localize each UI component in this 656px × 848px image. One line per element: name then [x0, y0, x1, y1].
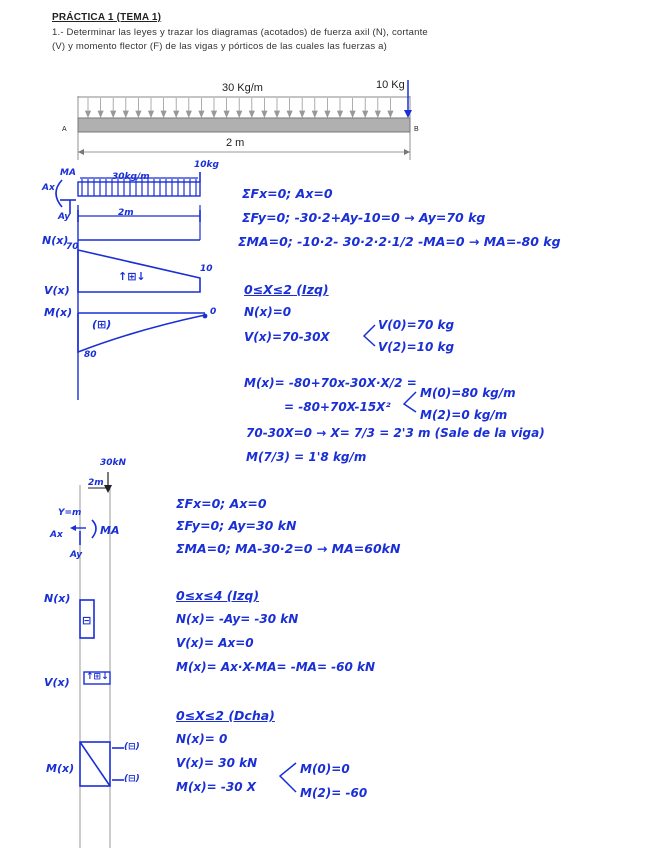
p1-v0: V(0)=70 kg: [378, 318, 455, 332]
p1-m-max: M(7/3) = 1'8 kg/m: [246, 450, 367, 464]
p2-eq-ma: ΣMA=0; MA-30·2=0 → MA=60kN: [176, 541, 401, 556]
p2-m-sign1: (⊟): [124, 742, 140, 752]
p1-m-end: 0: [210, 307, 217, 317]
printed-support-b: B: [414, 126, 419, 133]
p1-m2: M(2)=0 kg/m: [420, 408, 508, 422]
p1-ma-label: MA: [60, 168, 76, 178]
p1-moment-sign: (⊞): [92, 318, 112, 331]
p1-eq-fy: ΣFy=0; -30·2+Ay-10=0 → Ay=70 kg: [242, 210, 486, 225]
p2-n-sign: ⊟: [82, 614, 92, 627]
p2-eq2-v: V(x)= 30 kN: [176, 756, 258, 770]
p1-m0: M(0)=80 kg/m: [420, 386, 516, 400]
p2-eq2-m: M(x)= -30 X: [176, 780, 256, 794]
p2-eq-fx: ΣFx=0; Ax=0: [176, 496, 267, 511]
p1-v2: V(2)=10 kg: [378, 340, 455, 354]
p2-eq1-n: N(x)= -Ay= -30 kN: [176, 612, 299, 626]
page-title: PRÁCTICA 1 (TEMA 1): [52, 12, 162, 23]
p1-v-end: 10: [200, 264, 213, 274]
p2-eq1-v: V(x)= Ax=0: [176, 636, 254, 650]
p1-m-eq1: M(x)= -80+70x-30X·X/2 =: [244, 376, 417, 390]
p1-m-eq2: = -80+70X-15X²: [284, 400, 391, 414]
p1-v-label: V(x): [44, 284, 70, 297]
printed-span-label: 2 m: [226, 137, 245, 149]
p2-eq-fy: ΣFy=0; Ay=30 kN: [176, 518, 297, 533]
p1-n-value: 70: [66, 242, 79, 252]
printed-support-a: A: [62, 126, 67, 133]
p2-v-sign: ↑⊞↓: [86, 672, 109, 682]
p1-ax-label: Ax: [42, 183, 55, 193]
p1-shear-sign: ↑⊞↓: [118, 270, 146, 283]
p2-ma: MA: [100, 524, 120, 537]
p1-m-label: M(x): [44, 306, 73, 319]
printed-load-label: 30 Kg/m: [222, 82, 263, 94]
p2-m0: M(0)=0: [300, 762, 350, 776]
p2-eq1-m: M(x)= Ax·X-MA= -MA= -60 kN: [176, 660, 376, 674]
p2-eq2-n: N(x)= 0: [176, 732, 228, 746]
printed-point-label: 10 Kg: [376, 79, 405, 91]
p2-interval2: 0≤X≤2 (Dcha): [176, 708, 275, 723]
p2-n-label: N(x): [44, 592, 71, 605]
p1-ay-label: Ay: [58, 212, 71, 222]
p2-interval1: 0≤x≤4 (Izq): [176, 588, 260, 603]
p1-eq-ma: ΣMA=0; -10·2- 30·2·2·1/2 -MA=0 → MA=-80 kg: [238, 234, 561, 249]
p2-braces: [280, 763, 296, 792]
p2-m-label: M(x): [46, 762, 75, 775]
p1-zero-line: 70-30X=0 → X= 7/3 = 2'3 m (Sale de la viga): [246, 426, 545, 440]
p2-m2: M(2)= -60: [300, 786, 368, 800]
p1-interval: 0≤X≤2 (Izq): [244, 282, 329, 297]
p2-dist: 2m: [88, 478, 104, 488]
p1-m-start: 80: [84, 350, 97, 360]
p1-braces: [364, 325, 416, 412]
p2-ay: Ay: [70, 550, 83, 560]
p1-dist-load: 30kg/m: [112, 172, 150, 182]
p1-eq-fx: ΣFx=0; Ax=0: [242, 186, 333, 201]
p2-load: 30kN: [100, 458, 127, 468]
p2-ax: Ax: [50, 530, 63, 540]
p2-ylabel: Y=m: [58, 508, 82, 518]
p1-n-label: N(x): [42, 234, 69, 247]
p1-n-eq: N(x)=0: [244, 305, 292, 319]
p1-point-load: 10kg: [194, 160, 219, 170]
p1-sketch: [56, 172, 207, 400]
p2-m-sign2: (⊟): [124, 774, 140, 784]
p1-span: 2m: [118, 208, 134, 218]
p1-v-eq: V(x)=70-30X: [244, 330, 330, 344]
p2-v-label: V(x): [44, 676, 70, 689]
problem-statement: 1.- Determinar las leyes y trazar los diagramas (acotados) de fuerza axil (N), cortante (V) y momento flector (F) de las vigas y pórticos de las cuales las fuerzas a): [52, 27, 428, 52]
